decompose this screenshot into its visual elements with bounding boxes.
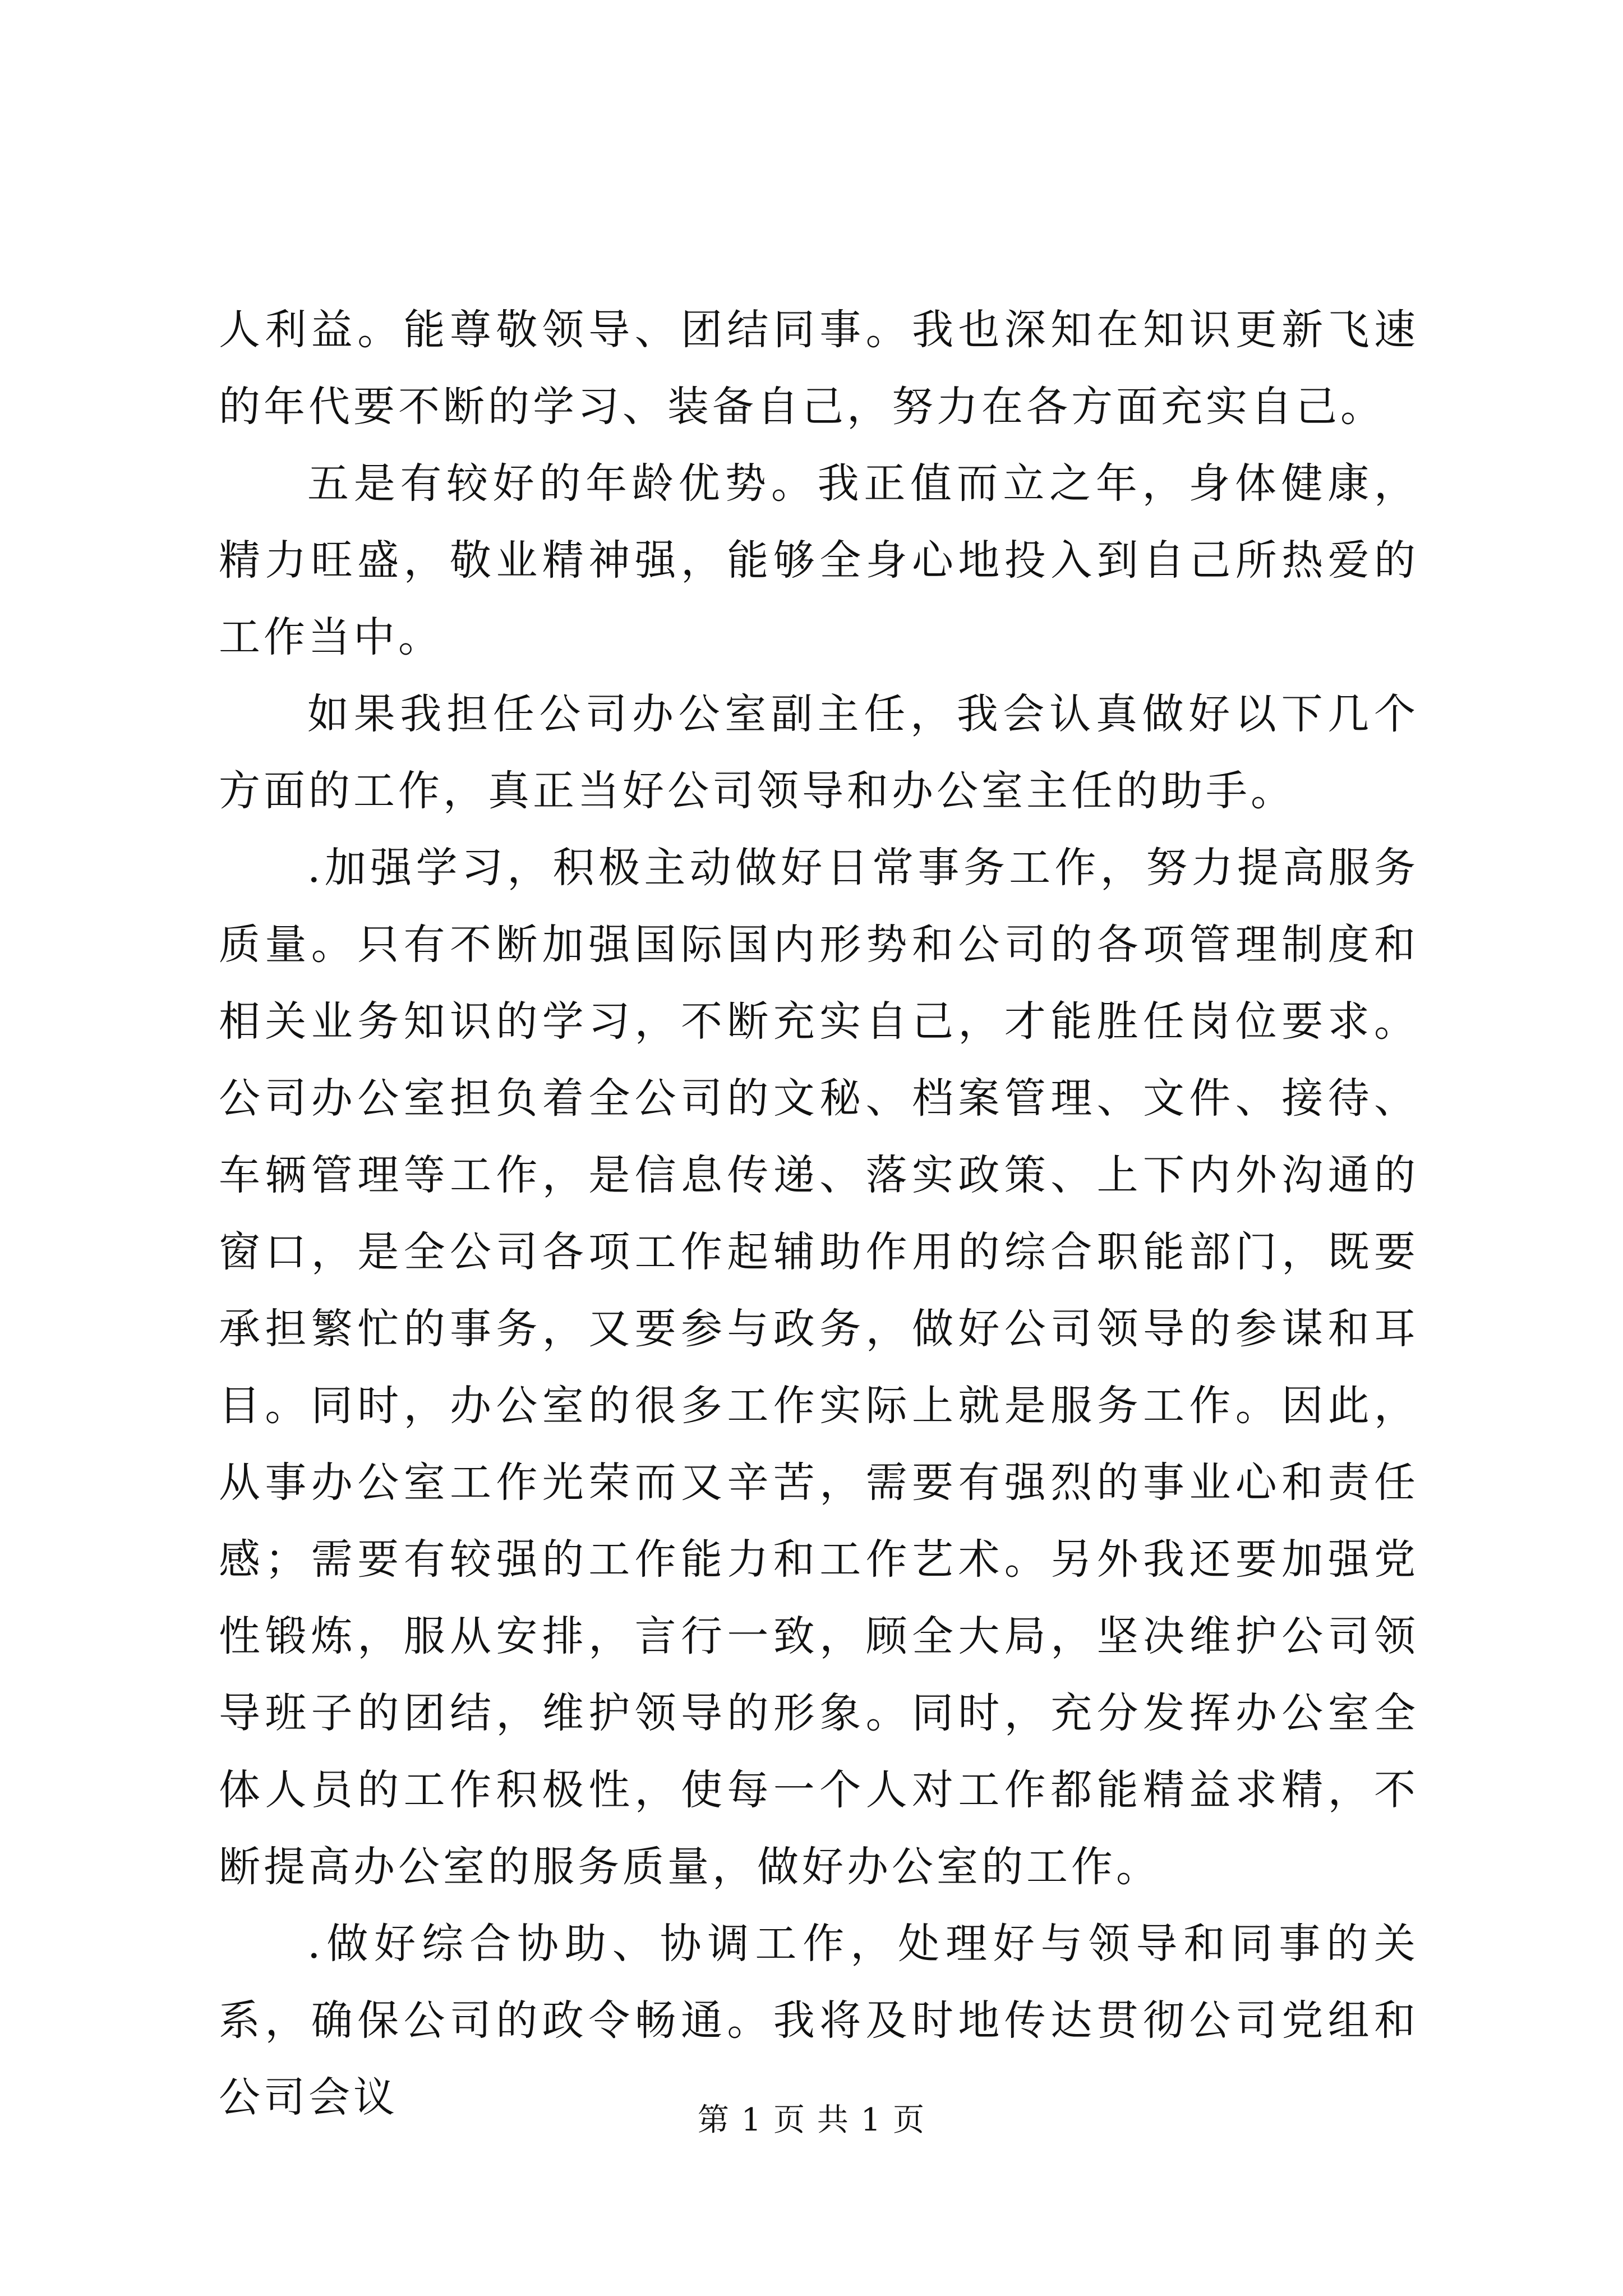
document-body — [219, 292, 1419, 2136]
paragraph-plan-intro: 如果我担任公司办公室副主任，我会认真做好以下几个方面的工作，真正当好公司领导和办公室主任的助手。 — [219, 690, 1419, 815]
paragraph-strengthen-learning: .加强学习，积极主动做好日常事务工作，努力提高服务质量。只有不断加强国际国内形势和公司的各项管理制度和相关业务知识的学习，不断充实自己，才能胜任岗位要求。公司办公室担负着全公司的文秘、档案管理、文件、接待、车辆管理等工作，是信息传递、落实政策、上下内外沟通的窗口，是全公司各项工作起辅助作用的综合职能部门，既要承担繁忙的事务，又要参与政务，做好公司领导的参谋和耳目。同时，办公室的很多工作实际上就是服务工作。因此，从事办公室工作光荣而又辛苦，需要有强烈的事业心和责任感；需要有较强的工作能力和工作艺术。另外我还要加强党性锻炼，服从安排，言行一致，顾全大局，坚决维护公司领导班子的团结，维护领导的形象。同时，充分发挥办公室全体人员的工作积极性，使每一个人对工作都能精益求精，不断提高办公室的服务质量，做好办公室的工作。 — [219, 844, 1419, 1891]
page-number-footer: 第 1 页 共 1 页 — [697, 2102, 926, 2138]
paragraph-continuation: 人利益。能尊敬领导、团结同事。我也深知在知识更新飞速的年代要不断的学习、装备自己，努力在各方面充实自己。 — [219, 306, 1419, 431]
paragraph-age-advantage: 五是有较好的年龄优势。我正值而立之年，身体健康，精力旺盛，敬业精神强，能够全身心地投入到自己所热爱的工作当中。 — [219, 459, 1419, 661]
paragraph-coordination: .做好综合协助、协调工作，处理好与领导和同事的关系，确保公司的政令畅通。我将及时地传达贯彻公司党组和公司会议 — [219, 1920, 1419, 2122]
